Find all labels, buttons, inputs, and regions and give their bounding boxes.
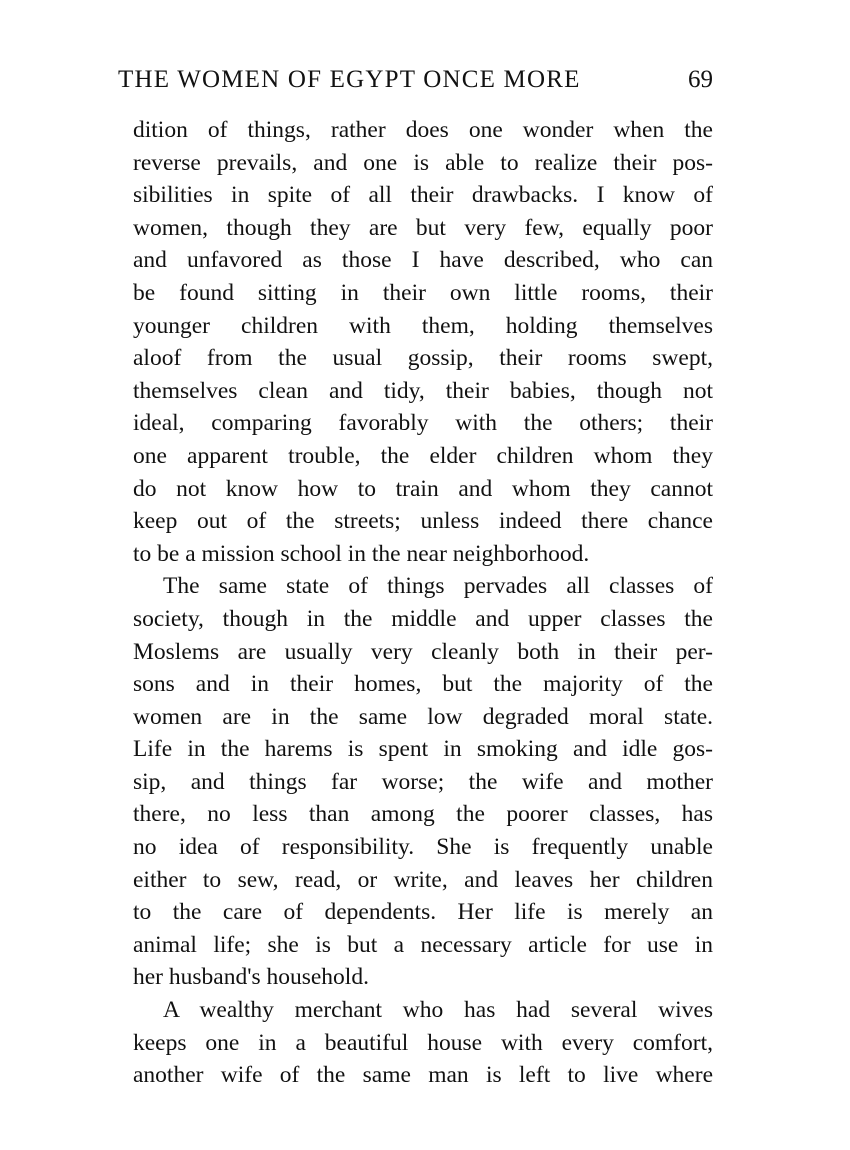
text-line: no idea of responsibility. She is frequently unable <box>133 834 713 861</box>
text-line: her husband's household. <box>133 964 369 991</box>
text-line: be found sitting in their own little rooms, their <box>133 279 713 306</box>
text-line: to the care of dependents. Her life is merely an <box>133 899 713 926</box>
text-line: Moslems are usually very cleanly both in their per- <box>133 638 713 665</box>
text-line: themselves clean and tidy, their babies, though not <box>133 377 713 404</box>
body-text <box>133 114 713 1092</box>
book-page <box>118 60 713 1092</box>
text-line: sip, and things far worse; the wife and mother <box>133 768 713 795</box>
text-line: one apparent trouble, the elder children whom they <box>133 442 713 469</box>
text-line: there, no less than among the poorer classes, has <box>133 801 713 828</box>
text-line: keeps one in a beautiful house with every comfort, <box>133 1029 713 1056</box>
text-line: women are in the same low degraded moral state. <box>133 703 713 730</box>
text-line: sons and in their homes, but the majority of the <box>133 671 713 698</box>
paragraph-3 <box>133 994 713 1092</box>
text-line: animal life; she is but a necessary article for use in <box>133 931 713 958</box>
text-line: A wealthy merchant who has had several wives <box>163 997 713 1024</box>
text-line: either to sew, read, or write, and leaves her children <box>133 866 713 893</box>
text-line: ideal, comparing favorably with the others; their <box>133 410 713 437</box>
text-line: The same state of things pervades all classes of <box>163 573 713 600</box>
text-line: reverse prevails, and one is able to realize their pos- <box>133 149 713 176</box>
text-line: women, though they are but very few, equally poor <box>133 214 713 241</box>
text-line: sibilities in spite of all their drawbacks. I know of <box>133 182 713 209</box>
text-line: aloof from the usual gossip, their rooms swept, <box>133 345 713 372</box>
paragraph-2 <box>133 570 713 994</box>
text-line: and unfavored as those I have described, who can <box>133 247 713 274</box>
page-number: 69 <box>688 66 713 93</box>
running-head <box>118 60 713 100</box>
text-line: society, though in the middle and upper classes the <box>133 605 713 632</box>
text-line: another wife of the same man is left to live where <box>133 1062 713 1089</box>
text-line: do not know how to train and whom they cannot <box>133 475 713 502</box>
text-line: to be a mission school in the near neighborhood. <box>133 540 590 567</box>
text-line: dition of things, rather does one wonder when the <box>133 117 713 143</box>
paragraph-1 <box>133 114 713 570</box>
text-line: Life in the harems is spent in smoking and idle gos- <box>133 736 713 763</box>
running-title: THE WOMEN OF EGYPT ONCE MORE <box>118 66 581 93</box>
text-line: younger children with them, holding themselves <box>133 312 713 339</box>
text-line: keep out of the streets; unless indeed there chance <box>133 508 713 535</box>
